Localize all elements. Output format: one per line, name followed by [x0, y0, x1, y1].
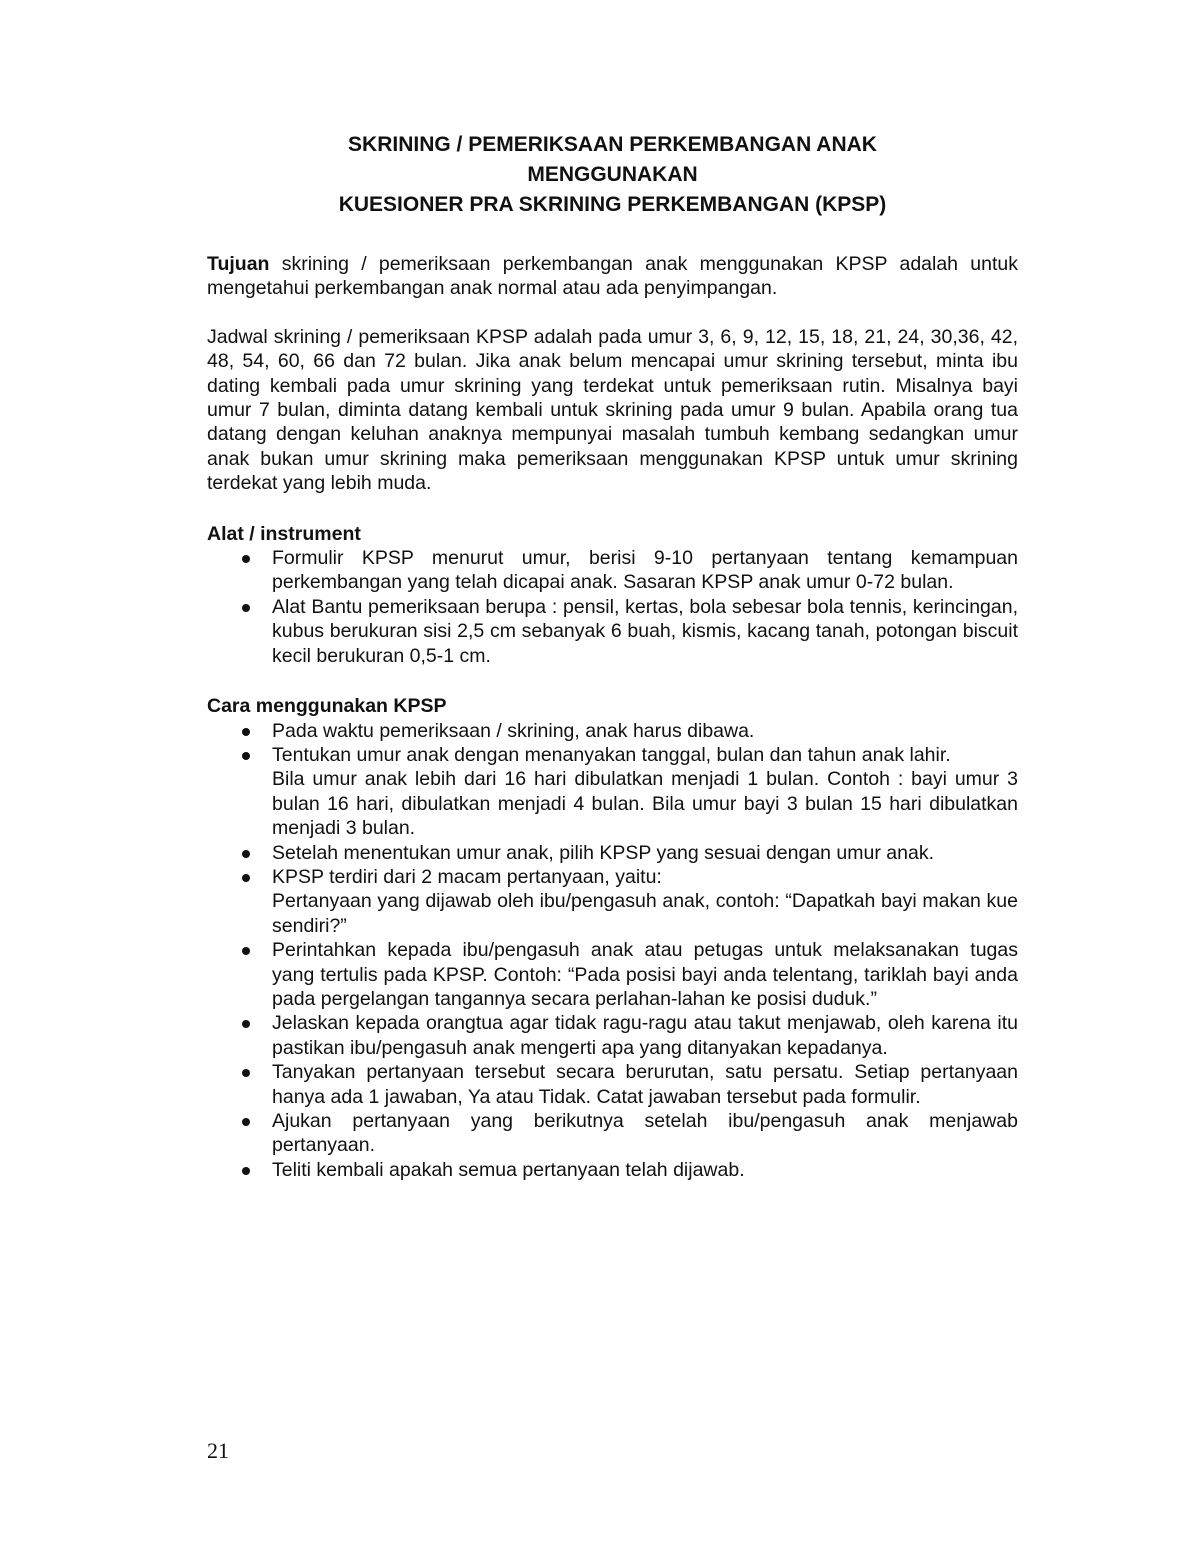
page-number: 21: [207, 1438, 229, 1463]
bullet-icon: [242, 1118, 250, 1126]
document-title: [207, 130, 1018, 220]
bullet-icon: [242, 1167, 250, 1175]
list-item-text: Setelah menentukan umur anak, pilih KPSP yang sesuai dengan umur anak.: [272, 841, 934, 864]
list-item: [207, 1060, 1018, 1109]
list-item: [207, 595, 1018, 668]
bullet-icon: [242, 604, 250, 612]
cara-list: [207, 719, 1018, 1183]
list-item: [207, 1109, 1018, 1158]
tujuan-label: Tujuan: [207, 253, 270, 275]
list-item: [207, 546, 1018, 595]
list-item-text: Teliti kembali apakah semua pertanyaan telah dijawab.: [272, 1158, 745, 1181]
list-item-text: Alat Bantu pemeriksaan berupa : pensil, kertas, bola sebesar bola tennis, kerincingan, kubus berukuran sisi 2,5 cm sebanyak 6 buah, kismis, kacang tanah, potongan biscuit kecil berukuran 0,5-1 cm.: [272, 595, 1018, 667]
tujuan-paragraph: [207, 252, 1018, 301]
list-item-text: Formulir KPSP menurut umur, berisi 9-10 pertanyaan tentang kemampuan perkembangan yang telah dicapai anak. Sasaran KPSP anak umur 0-72 bulan.: [272, 547, 1018, 594]
bullet-icon: [242, 555, 250, 563]
list-item: [207, 841, 1018, 865]
bullet-icon: [242, 1020, 250, 1028]
bullet-icon: [242, 874, 250, 882]
title-line-3: KUESIONER PRA SKRINING PERKEMBANGAN (KPSP): [338, 193, 887, 216]
list-item: [207, 719, 1018, 743]
list-item: [207, 1158, 1018, 1182]
list-item-text: Perintahkan kepada ibu/pengasuh anak atau petugas untuk melaksanakan tugas yang tertulis pada KPSP. Contoh: “Pada posisi bayi anda telentang, tariklah bayi anda pada pergelangan tangannya secara perlahan-lahan ke posisi duduk.”: [272, 939, 1018, 1010]
list-item: [207, 743, 1018, 841]
bullet-icon: [242, 947, 250, 955]
list-item-text: Ajukan pertanyaan yang berikutnya setelah ibu/pengasuh anak menjawab pertanyaan.: [272, 1110, 1018, 1157]
list-item: [207, 1011, 1018, 1060]
cara-heading: Cara menggunakan KPSP: [207, 695, 447, 718]
title-line-2: MENGGUNAKAN: [527, 163, 698, 186]
list-item-subtext: Pertanyaan yang dijawab oleh ibu/pengasuh anak, contoh: “Dapatkah bayi makan kue sendiri?”: [272, 890, 1018, 937]
list-item-text: KPSP terdiri dari 2 macam pertanyaan, yaitu:: [272, 865, 662, 888]
list-item-text: Jelaskan kepada orangtua agar tidak ragu-ragu atau takut menjawab, oleh karena itu pastikan ibu/pengasuh anak mengerti apa yang ditanyakan kepadanya.: [272, 1012, 1018, 1059]
list-item: [207, 938, 1018, 1011]
bullet-icon: [242, 850, 250, 858]
alat-heading: Alat / instrument: [207, 522, 361, 545]
list-item-subtext: Bila umur anak lebih dari 16 hari dibulatkan menjadi 1 bulan. Contoh : bayi umur 3 bulan 16 hari, dibulatkan menjadi 4 bulan. Bila umur bayi 3 bulan 15 hari dibulatkan menjadi 3 bulan.: [272, 768, 1018, 840]
bullet-icon: [242, 752, 250, 760]
title-line-1: SKRINING / PEMERIKSAAN PERKEMBANGAN ANAK: [348, 133, 877, 156]
bullet-icon: [242, 1069, 250, 1077]
alat-list: [207, 546, 1018, 668]
jadwal-paragraph: Jadwal skrining / pemeriksaan KPSP adalah pada umur 3, 6, 9, 12, 15, 18, 21, 24, 30,36, 42, 48, 54, 60, 66 dan 72 bulan. Jika anak belum mencapai umur skrining tersebut, minta ibu dating kembali pada umur skrining yang terdekat untuk pemeriksaan rutin. Misalnya bayi umur 7 bulan, diminta datang kembali untuk skrining pada umur 9 bulan. Apabila orang tua datang dengan keluhan anaknya mempunyai masalah tumbuh kembang sedangkan umur anak bukan umur skrining maka pemeriksaan menggunakan KPSP untuk umur skrining terdekat yang lebih muda.: [207, 325, 1018, 495]
document-page: [207, 130, 1018, 1182]
list-item-text: Tentukan umur anak dengan menanyakan tanggal, bulan dan tahun anak lahir.: [272, 743, 951, 766]
list-item: [207, 865, 1018, 938]
list-item-text: Pada waktu pemeriksaan / skrining, anak harus dibawa.: [272, 719, 755, 742]
list-item-text: Tanyakan pertanyaan tersebut secara berurutan, satu persatu. Setiap pertanyaan hanya ada 1 jawaban, Ya atau Tidak. Catat jawaban tersebut pada formulir.: [272, 1061, 1018, 1108]
tujuan-text: skrining / pemeriksaan perkembangan anak menggunakan KPSP adalah untuk mengetahui perkembangan anak normal atau ada penyimpangan.: [207, 253, 1018, 300]
bullet-icon: [242, 728, 250, 736]
